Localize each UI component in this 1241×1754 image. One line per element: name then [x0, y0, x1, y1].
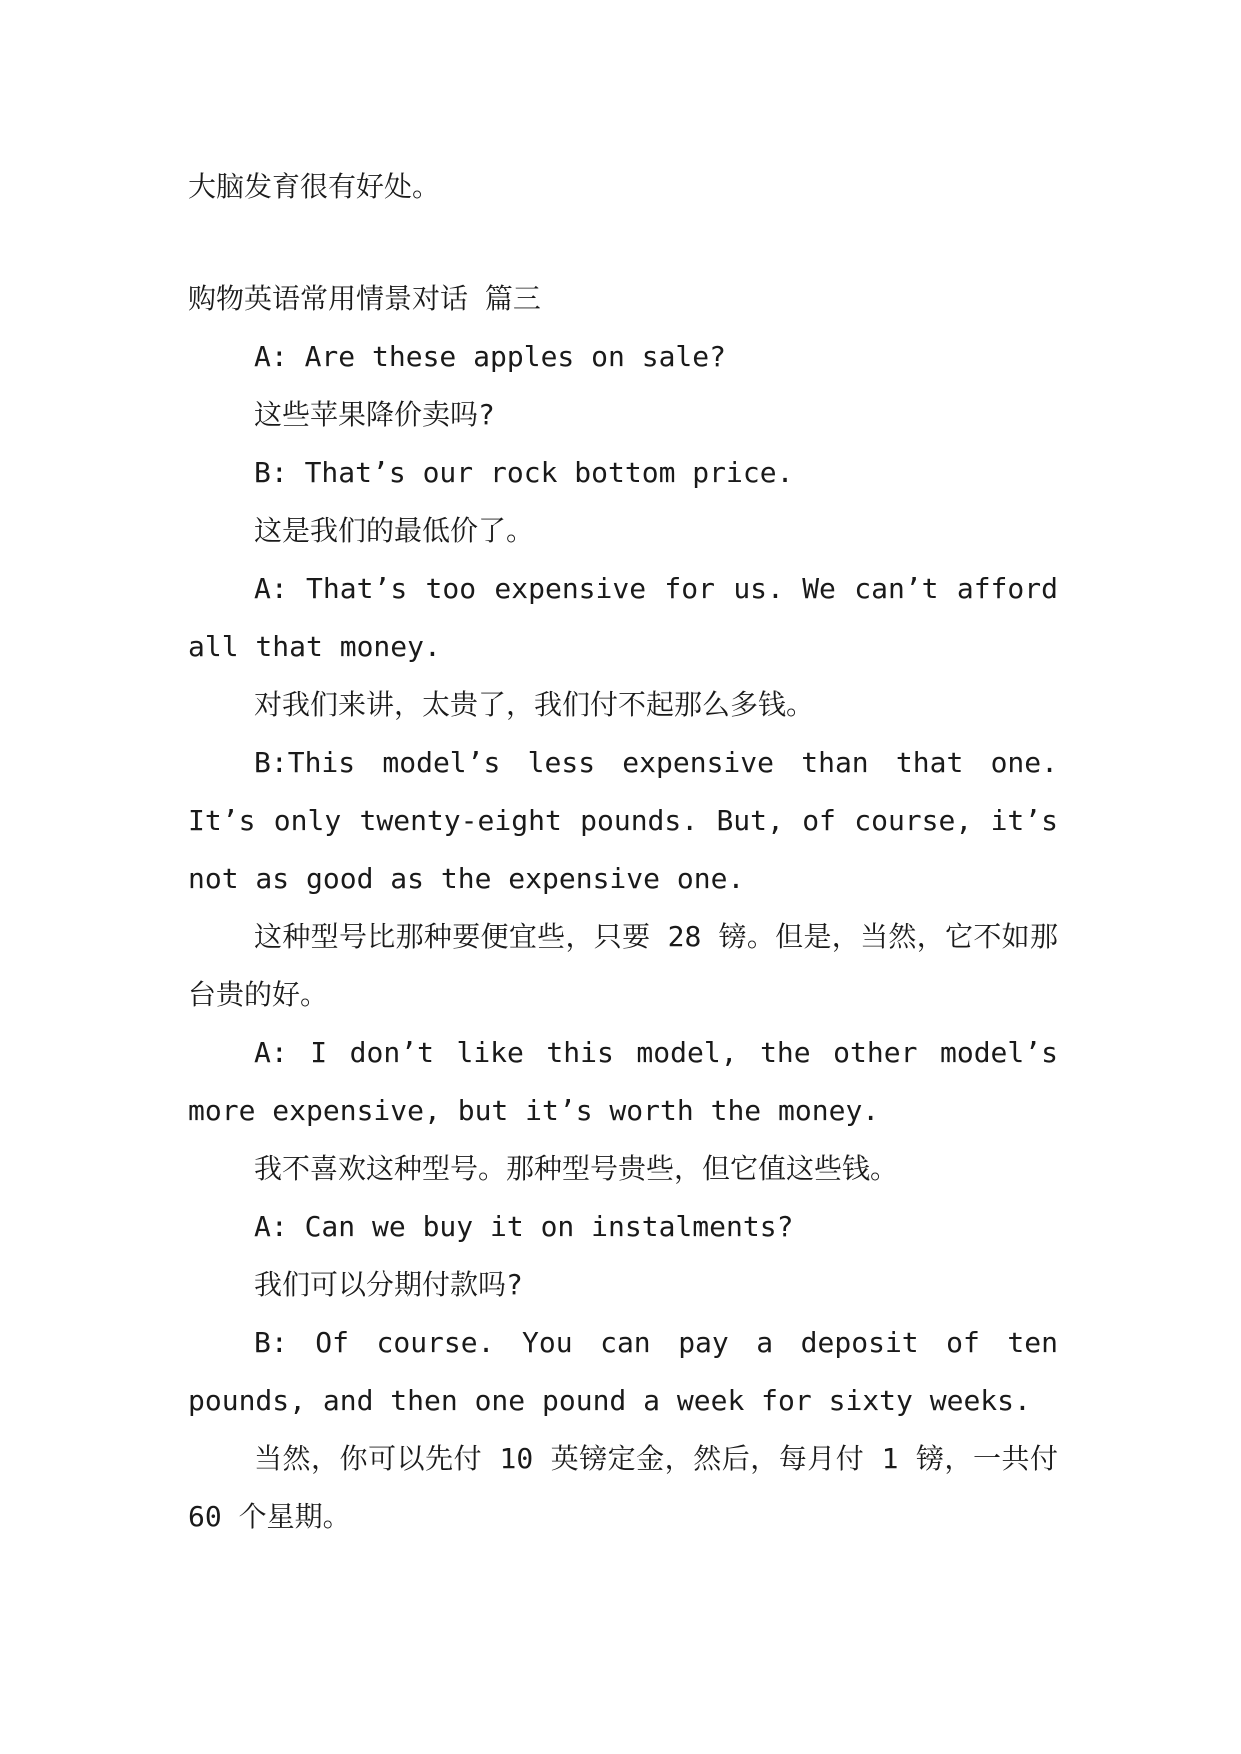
dialogue-line-en: A: I don’t like this model, the other model’s more expensive, but it’s worth the money. — [188, 1036, 1058, 1127]
dialogue-line-zh: 这些苹果降价卖吗? — [254, 398, 495, 431]
dialogue-line-zh: 对我们来讲，太贵了，我们付不起那么多钱。 — [254, 688, 815, 721]
document-body — [188, 158, 1058, 1546]
dialogue-line-zh: 我不喜欢这种型号。那种型号贵些，但它值这些钱。 — [254, 1152, 899, 1185]
paragraph-continued: 大脑发育很有好处。 — [188, 170, 441, 203]
dialogue-line-en: A: Are these apples on sale? — [254, 340, 727, 373]
dialogue-line-en: B: Of course. You can pay a deposit of ten pounds, and then one pound a week for sixty weeks. — [188, 1326, 1058, 1417]
section-heading: 购物英语常用情景对话 篇三 — [188, 282, 541, 315]
dialogue-line-zh: 我们可以分期付款吗? — [254, 1268, 523, 1301]
dialogue-line-en: B:This model’s less expensive than that one. It’s only twenty-eight pounds. But, of course, it’s not as good as the expensive one. — [188, 746, 1058, 895]
dialogue-line-zh: 当然，你可以先付 10 英镑定金，然后，每月付 1 镑，一共付 60 个星期。 — [188, 1442, 1058, 1533]
dialogue-line-zh: 这种型号比那种要便宜些，只要 28 镑。但是，当然，它不如那台贵的好。 — [188, 920, 1058, 1011]
dialogue-line-en: A: Can we buy it on instalments? — [254, 1210, 794, 1243]
dialogue-line-en: A: That’s too expensive for us. We can’t afford all that money. — [188, 572, 1058, 663]
dialogue-line-en: B: That’s our rock bottom price. — [254, 456, 794, 489]
dialogue-line-zh: 这是我们的最低价了。 — [254, 514, 535, 547]
